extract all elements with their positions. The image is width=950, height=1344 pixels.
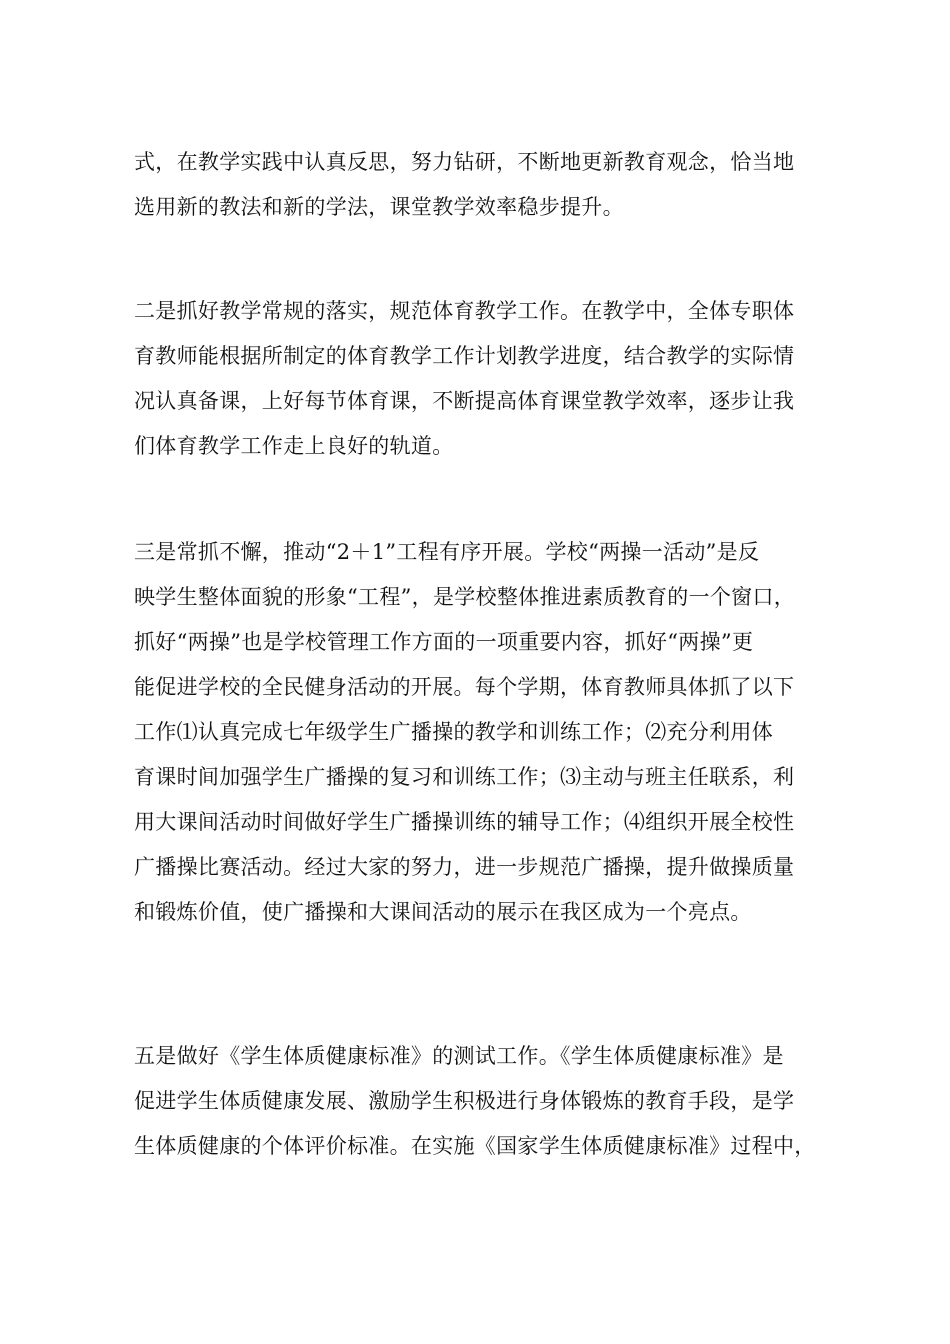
paragraph-1 (134, 140, 834, 230)
paragraph-line: 五是做好《学生体质健康标准》的测试工作。《学生体质健康标准》是 (134, 1044, 784, 1068)
paragraph-3 (134, 530, 834, 935)
paragraph-line: 育教师能根据所制定的体育教学工作计划教学进度，结合教学的实际情 (134, 344, 795, 368)
paragraph-line: 况认真备课，上好每节体育课，不断提高体育课堂教学效率，逐步让我 (134, 389, 795, 413)
paragraph-line: 生体质健康的个体评价标准。在实施《国家学生体质健康标准》过程中， (134, 1134, 816, 1158)
paragraph-line: 式，在教学实践中认真反思，努力钻研，不断地更新教育观念，恰当地 (134, 150, 795, 174)
paragraph-line: 映学生整体面貌的形象“工程”，是学校整体推进素质教育的一个窗口， (134, 585, 796, 609)
paragraph-line: 广播操比赛活动。经过大家的努力，进一步规范广播操，提升做操质量 (134, 855, 795, 879)
paragraph-line: 选用新的教法和新的学法，课堂教学效率稳步提升。 (134, 195, 624, 219)
paragraph-2 (134, 289, 834, 469)
paragraph-line: 和锻炼价值，使广播操和大课间活动的展示在我区成为一个亮点。 (134, 900, 752, 924)
paragraph-line: 二是抓好教学常规的落实，规范体育教学工作。在教学中，全体专职体 (134, 299, 795, 323)
paragraph-line: 育课时间加强学生广播操的复习和训练工作；⑶主动与班主任联系，利 (134, 765, 795, 789)
paragraph-line: 用大课间活动时间做好学生广播操训练的辅导工作；⑷组织开展全校性 (134, 810, 795, 834)
paragraph-line: 三是常抓不懈，推动“2＋1”工程有序开展。学校“两操一活动”是反 (134, 540, 760, 564)
paragraph-line: 抓好“两操”也是学校管理工作方面的一项重要内容，抓好“两操”更 (134, 630, 754, 654)
paragraph-4 (134, 1034, 834, 1169)
paragraph-line: 促进学生体质健康发展、激励学生积极进行身体锻炼的教育手段，是学 (134, 1089, 795, 1113)
paragraph-line: 工作⑴认真完成七年级学生广播操的教学和训练工作；⑵充分利用体 (134, 720, 773, 744)
paragraph-line: 能促进学校的全民健身活动的开展。每个学期，体育教师具体抓了以下 (134, 675, 795, 699)
paragraph-line: 们体育教学工作走上良好的轨道。 (134, 434, 454, 458)
